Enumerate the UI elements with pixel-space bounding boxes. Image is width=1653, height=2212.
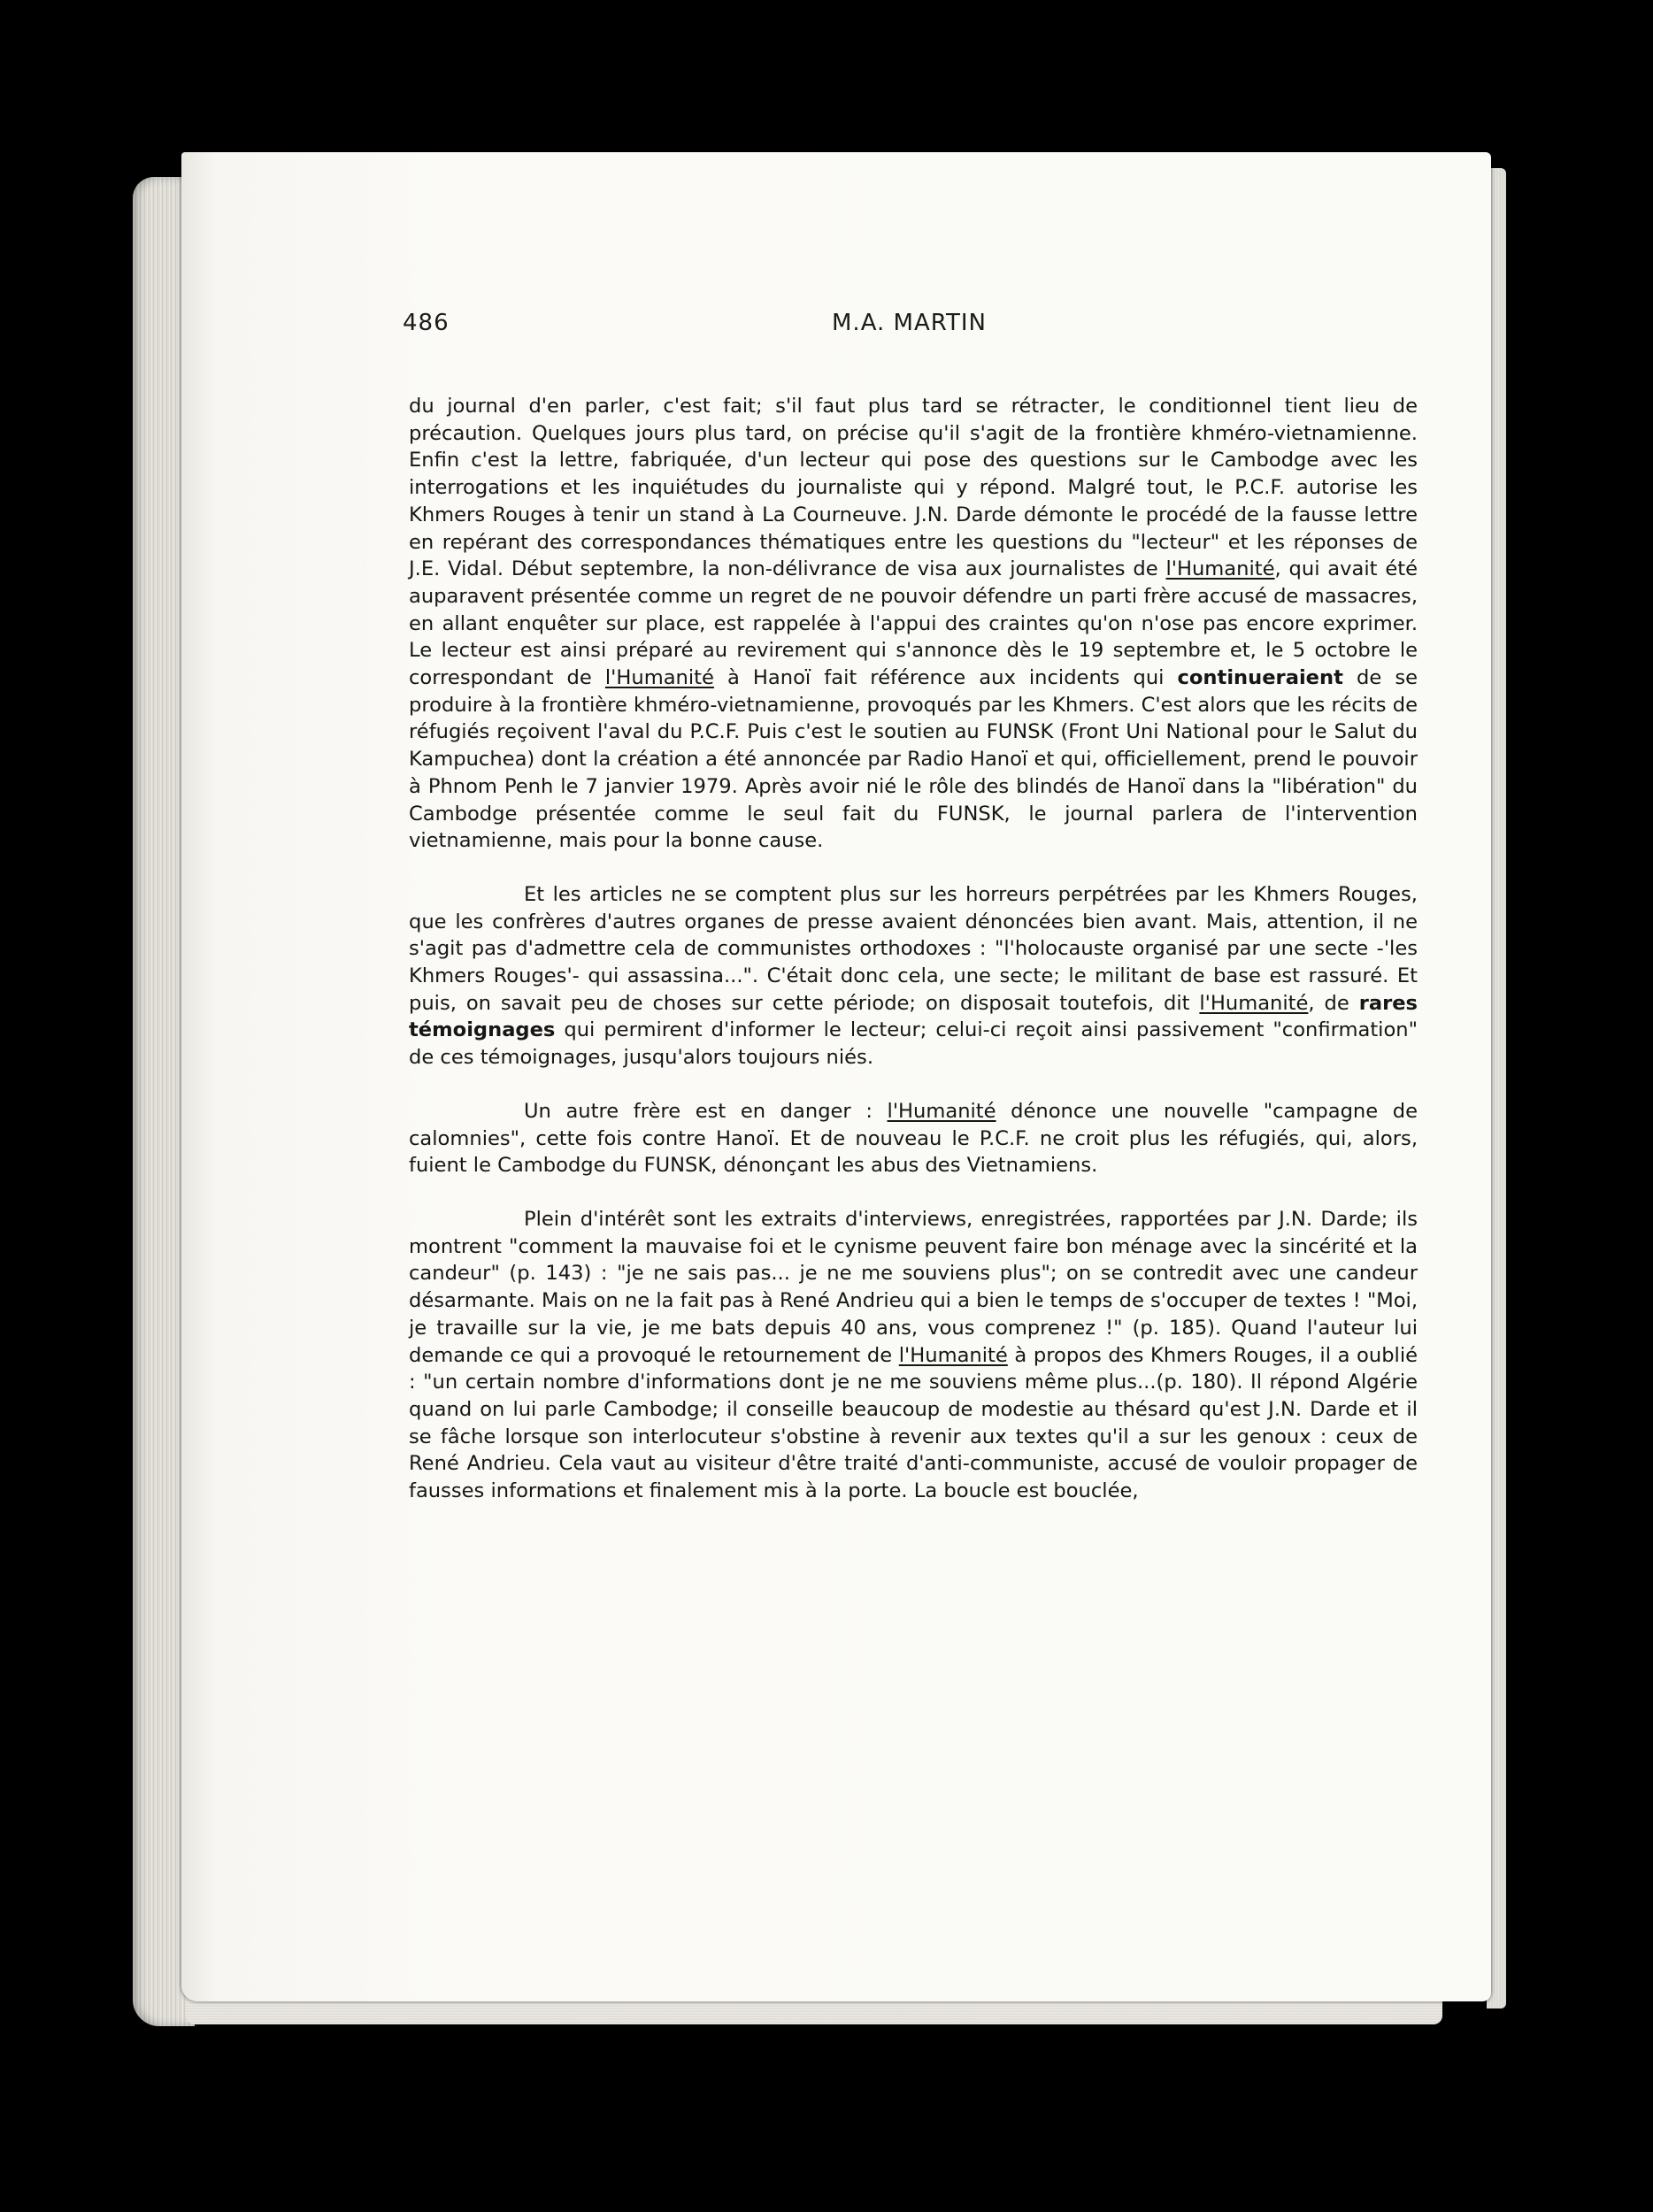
paragraph-4-text-1: Plein d'intérêt sont les extraits d'interviews, enregistrées, rapportées par J.N. Darde; ils montrent "comment la mauvaise foi et le cynisme peuvent faire bon ménage avec la sincérité et la candeur" (p. 143) : "je ne sais pas... je ne me souviens plus"; on se contredit avec une candeur désarmante. Mais on ne la fait pas à René Andrieu qui a bien le temps de s'occuper de textes ! "Moi, je travaille sur la vie, je me bats depuis 40 ans, vous comprenez !" (p. 185). Quand l'auteur lui demande ce qui a provoqué le retournement de [409, 1207, 1418, 1367]
page-number: 486 [403, 310, 450, 336]
paragraph-2-text-1: Et les articles ne se comptent plus sur les horreurs perpétrées par les Khmers Rouges, que les confrères d'autres organes de presse avaient dénoncées bien avant. Mais, attention, il ne s'agit pas d'admettre cela de communistes orthodoxes : "l'holocauste organisé par une secte -'les Khmers Rouges'- qui assassina...". C'était donc cela, une secte; le militant de base est rassuré. Et puis, on savait peu de choses sur cette période; on disposait toutefois, dit [409, 882, 1418, 1015]
paragraph-2-text-3: qui permirent d'informer le lecteur; celui-ci reçoit ainsi passivement "confirmation" de ces témoignages, jusqu'alors toujours niés. [409, 1018, 1418, 1070]
paragraph-1 [409, 393, 1418, 855]
newspaper-title: l'Humanité [604, 666, 714, 690]
paragraph-1-text-1: du journal d'en parler, c'est fait; s'il faut plus tard se rétracter, le conditionnel tient lieu de précaution. Quelques jours plus tard, on précise qu'il s'agit de la frontière khméro-vietnamienne. Enfin c'est la lettre, fabriquée, d'un lecteur qui pose des questions sur le Cambodge avec les interrogations et les inquiétudes du journaliste qui y répond. Malgré tout, le P.C.F. autorise les Khmers Rouges à tenir un stand à La Courneuve. J.N. Darde démonte le procédé de la fausse lettre en repérant des correspondances thématiques entre les questions du "lecteur" et les réponses de J.E. Vidal. Début septembre, la non-délivrance de visa aux journalistes de [409, 395, 1418, 581]
paragraph-4 [409, 1206, 1418, 1505]
emphasis-continueraient: continueraient [1177, 666, 1343, 690]
paragraph-3 [409, 1098, 1418, 1179]
newspaper-title: l'Humanité [1199, 991, 1309, 1015]
running-head: M.A. MARTIN [832, 310, 987, 336]
paragraph-4-text-2: à propos des Khmers Rouges, il a oublié : "un certain nombre d'informations dont je ne me souviens même plus...(p. 180). Il répond Algérie quand on lui parle Cambodge; il conseille beaucoup de modestie au thésard qu'est J.N. Darde et il se fâche lorsque son interlocuteur s'obstine à revenir aux textes qu'il a sur les genoux : ceux de René Andrieu. Cela vaut au visiteur d'être traité d'anti-communiste, accusé de vouloir propager de fausses informations et finalement mis à la porte. La boucle est bouclée, [409, 1343, 1418, 1503]
paragraph-2-text-2: , de [1308, 991, 1359, 1015]
newspaper-title: l'Humanité [887, 1099, 996, 1123]
paragraph-1-text-2: , qui avait été auparavent présentée comme un regret de ne pouvoir défendre un parti frère accusé de massacres, en allant enquêter sur place, est rappelée à l'appui des craintes qu'on n'ose pas encore exprimer. Le lecteur est ainsi préparé au revirement qui s'annonce dès le 19 septembre et, le 5 octobre le correspondant de [409, 557, 1418, 690]
paragraph-3-text-1: Un autre frère est en danger : [524, 1099, 888, 1123]
paragraph-1-text-4: de se produire à la frontière khméro-vietnamienne, provoqués par les Khmers. C'est alors que les récits de réfugiés reçoivent l'aval du P.C.F. Puis c'est le soutien au FUNSK (Front Uni National pour le Salut du Kampuchea) dont la création a été annoncée par Radio Hanoï et qui, officiellement, prend le pouvoir à Phnom Penh le 7 janvier 1979. Après avoir nié le rôle des blindés de Hanoï dans la "libération" du Cambodge présentée comme le seul fait du FUNSK, le journal parlera de l'intervention vietnamienne, mais pour la bonne cause. [409, 666, 1419, 853]
newspaper-title: l'Humanité [1165, 557, 1275, 581]
paragraph-3-text-2: dénonce une nouvelle "campagne de calomnies", cette fois contre Hanoï. Et de nouveau le P.C.F. ne croit plus les réfugiés, qui, alors, fuient le Cambodge du FUNSK, dénonçant les abus des Vietnamiens. [409, 1099, 1418, 1178]
emphasis-rares-temoignages: rares témoignages [409, 991, 1418, 1042]
page-header [403, 310, 1288, 345]
newspaper-title: l'Humanité [898, 1343, 1008, 1367]
page-body [409, 393, 1418, 1505]
paragraph-2 [409, 881, 1418, 1071]
paragraph-1-text-3: à Hanoï fait référence aux incidents qui [713, 666, 1178, 690]
